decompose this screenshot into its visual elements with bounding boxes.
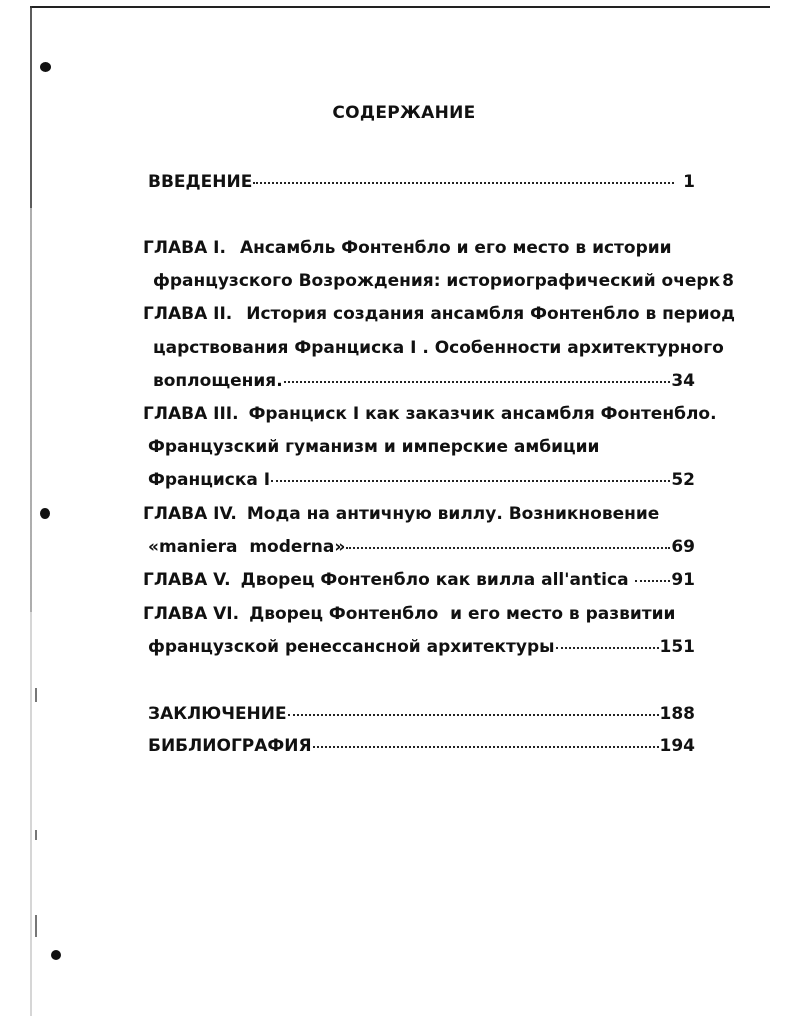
toc-entry-intro bbox=[148, 170, 695, 194]
chapter-title: Франциск I как заказчик ансамбля Фонтенбло. bbox=[248, 404, 717, 424]
dot-leader bbox=[288, 700, 659, 716]
dot-leader bbox=[635, 566, 670, 582]
chapter-title-cont: воплощения. bbox=[153, 371, 283, 391]
scan-edge-top bbox=[30, 6, 770, 8]
toc-chapter-6-line-2 bbox=[148, 635, 695, 659]
chapter-title-cont: французской ренессансной архитектуры bbox=[148, 637, 555, 657]
chapter-label: ГЛАВА IV. bbox=[143, 504, 237, 524]
chapter-title: Ансамбль Фонтенбло и его место в истории bbox=[239, 238, 672, 258]
scan-mark-bottom bbox=[51, 950, 61, 960]
toc-page-number: 34 bbox=[671, 371, 695, 391]
toc-chapter-2-line-1 bbox=[143, 302, 735, 326]
chapter-title: История создания ансамбля Фонтенбло в период bbox=[246, 304, 735, 324]
chapter-label: ГЛАВА VI. bbox=[143, 604, 240, 624]
chapter-title-cont: царствования Франциска I . Особенности архитектурного bbox=[153, 338, 724, 358]
toc-page-number: 188 bbox=[659, 704, 695, 724]
dot-leader bbox=[346, 533, 670, 549]
chapter-label: ГЛАВА III. bbox=[143, 404, 239, 424]
toc-chapter-5 bbox=[143, 568, 695, 592]
toc-chapter-4-line-2 bbox=[148, 535, 695, 559]
toc-chapter-2-line-2 bbox=[153, 336, 724, 360]
toc-entry-conclusion bbox=[148, 702, 695, 726]
toc-chapter-1-line-2 bbox=[153, 269, 734, 293]
chapter-label: ГЛАВА II. bbox=[143, 304, 233, 324]
chapter-title-cont: французского Возрождения: историографический очерк bbox=[153, 271, 721, 291]
toc-chapter-2-line-3 bbox=[153, 369, 695, 393]
dot-leader bbox=[556, 633, 659, 649]
chapter-label: ГЛАВА V. bbox=[143, 570, 231, 590]
scan-speck bbox=[35, 915, 37, 937]
toc-chapter-4-line-1 bbox=[143, 502, 659, 526]
toc-page-number: 1 bbox=[683, 172, 695, 192]
toc-page-number: 69 bbox=[671, 537, 695, 557]
dot-leader bbox=[284, 367, 671, 383]
toc-entry-label: БИБЛИОГРАФИЯ bbox=[148, 736, 312, 756]
chapter-label: ГЛАВА I. bbox=[143, 238, 226, 258]
toc-title: СОДЕРЖАНИЕ bbox=[332, 103, 476, 123]
toc-page-number: 52 bbox=[671, 470, 695, 490]
dot-leader bbox=[271, 466, 670, 482]
chapter-title-cont: «maniera moderna» bbox=[148, 537, 346, 557]
scan-speck bbox=[35, 688, 37, 702]
chapter-title: Дворец Фонтенбло как вилла all'antica bbox=[240, 570, 635, 590]
toc-chapter-3-line-2 bbox=[148, 435, 599, 459]
dot-leader bbox=[253, 168, 674, 184]
chapter-title-cont: Французский гуманизм и имперские амбиции bbox=[148, 437, 600, 457]
toc-page-number: 151 bbox=[659, 637, 695, 657]
chapter-title: Мода на античную виллу. Возникновение bbox=[246, 504, 660, 524]
chapter-title-cont: Франциска I bbox=[148, 470, 271, 490]
scan-mark-top bbox=[40, 62, 51, 72]
dot-leader bbox=[313, 732, 659, 748]
toc-chapter-1-line-1 bbox=[143, 236, 672, 260]
toc-chapter-3-line-1 bbox=[143, 402, 717, 426]
toc-chapter-6-line-1 bbox=[143, 602, 675, 626]
toc-page-number: 91 bbox=[671, 570, 695, 590]
toc-entry-label: ВВЕДЕНИЕ bbox=[148, 172, 253, 192]
toc-chapter-3-line-3 bbox=[148, 468, 695, 492]
scan-speck bbox=[35, 830, 37, 840]
toc-entry-bibliography bbox=[148, 734, 695, 758]
toc-entry-label: ЗАКЛЮЧЕНИЕ bbox=[148, 704, 287, 724]
chapter-title: Дворец Фонтенбло и его место в развитии bbox=[249, 604, 676, 624]
toc-page-number: 8 bbox=[722, 271, 734, 291]
scan-edge-left bbox=[30, 6, 32, 1016]
toc-page-number: 194 bbox=[659, 736, 695, 756]
scan-mark-middle bbox=[40, 508, 50, 519]
